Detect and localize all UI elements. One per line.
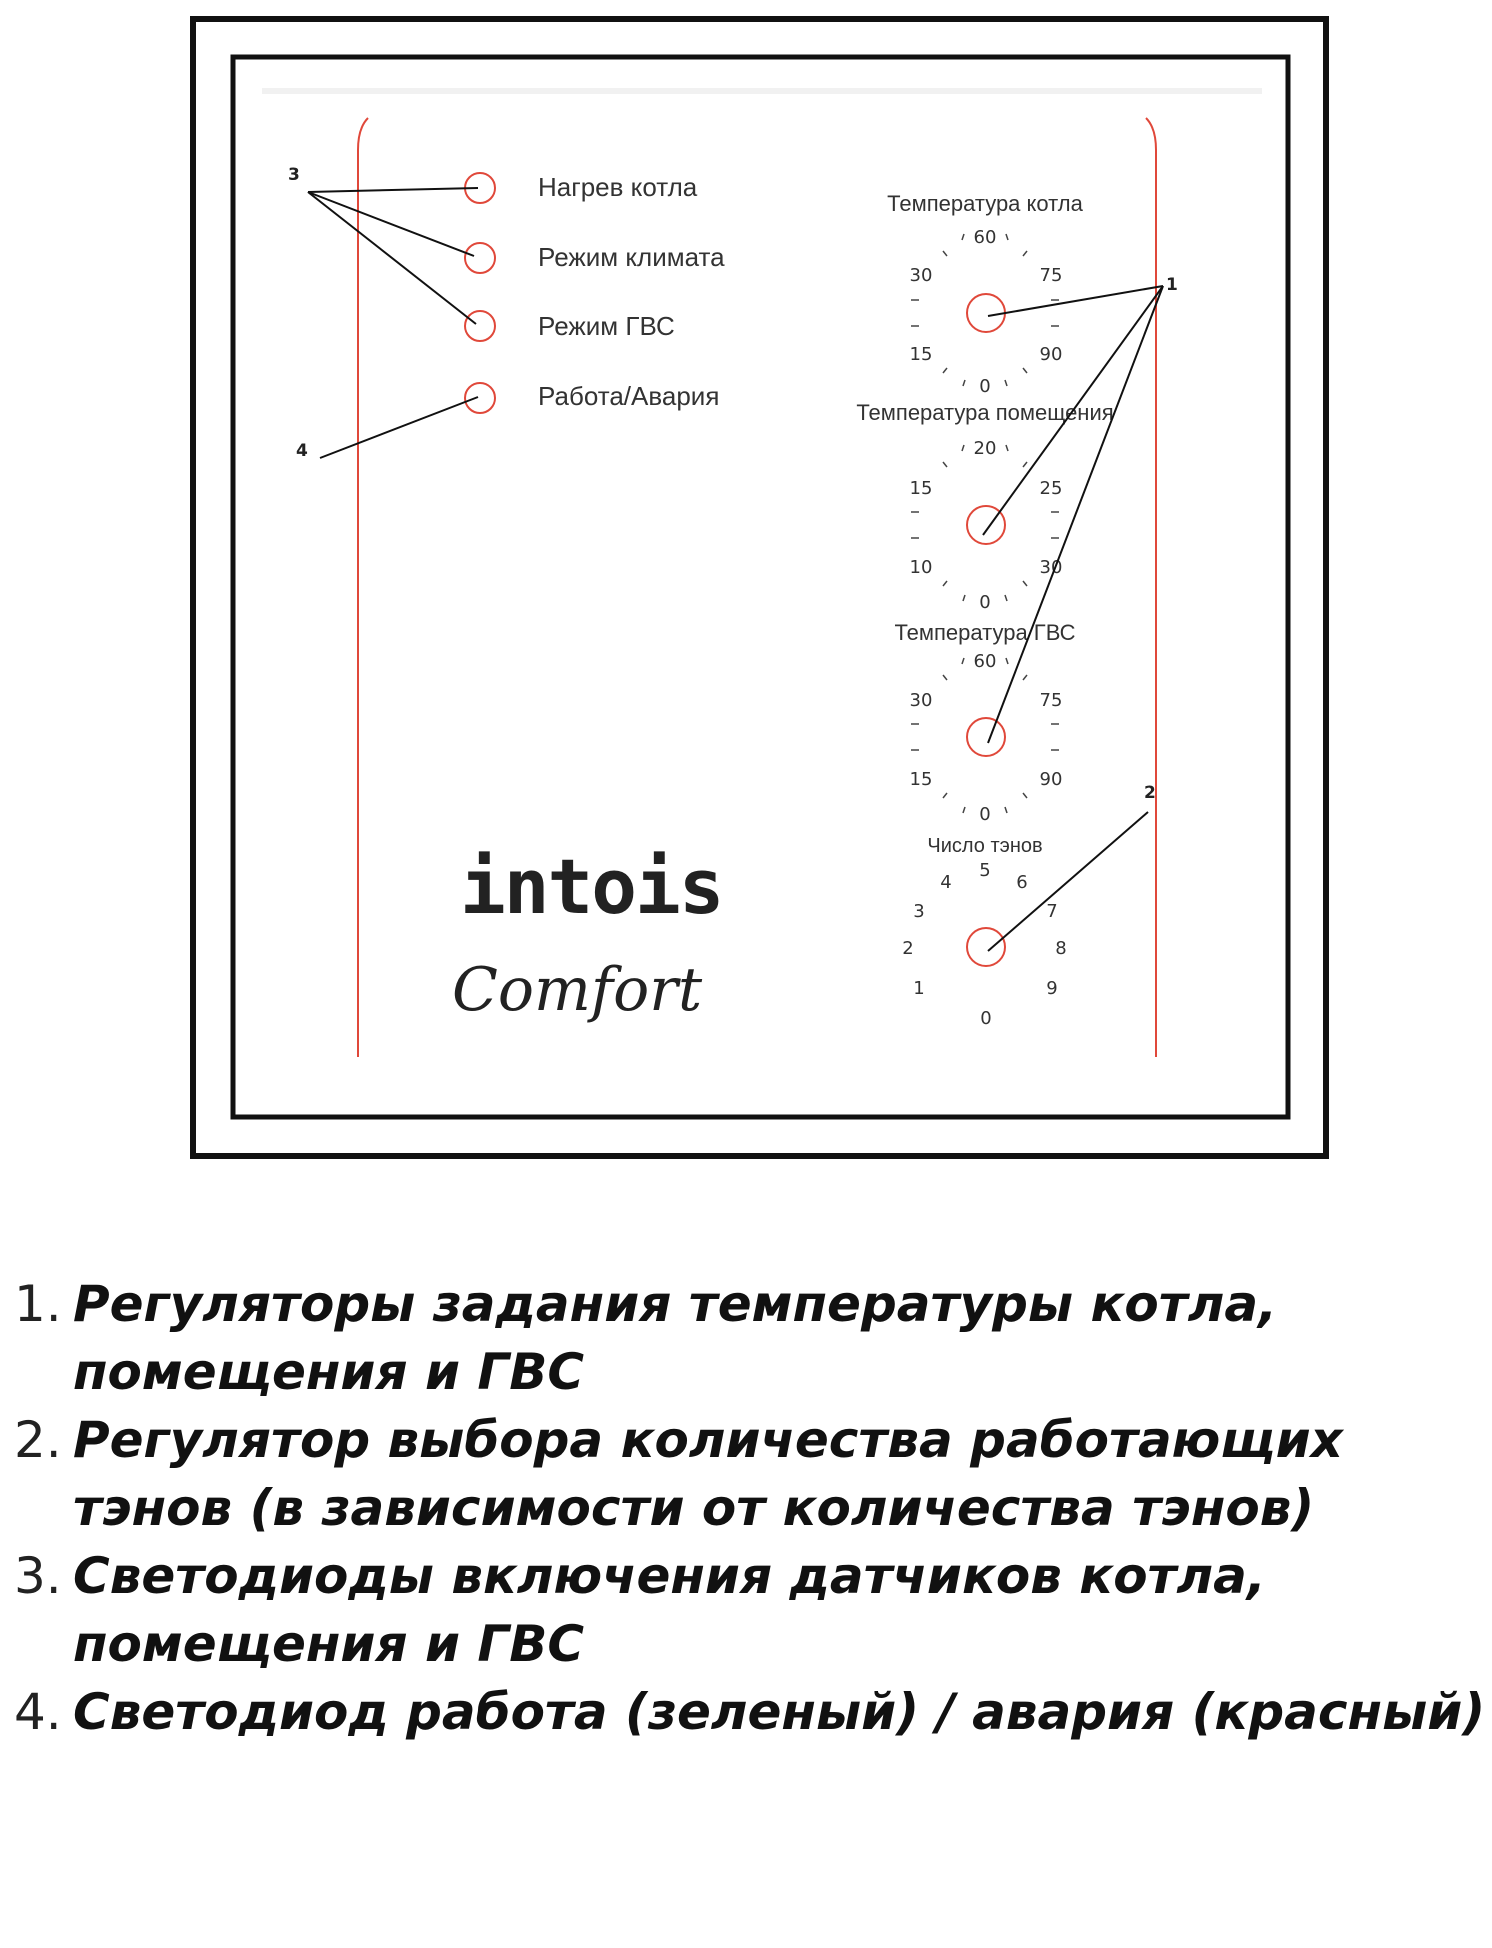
legend-text: Регулятор выбора количества работающих тэнов (в зависимости от количества тэнов): [73, 1411, 1343, 1537]
dial-title: Температура ГВС: [894, 620, 1076, 645]
callout-3: 3: [288, 165, 300, 185]
dial-tick-label: 0: [979, 804, 991, 825]
legend-text: Регуляторы задания температуры котла, помещения и ГВС: [73, 1275, 1278, 1401]
heater-number: 4: [940, 872, 952, 893]
dial-title: Температура помещения: [856, 400, 1114, 425]
right-rail: [1146, 118, 1156, 1057]
dial-tick-label: 20: [973, 438, 997, 459]
brand-logo: intois: [460, 842, 723, 931]
legend-item: [0, 1270, 1492, 1406]
callout-2: 2: [1144, 783, 1156, 803]
callout-3-line-a: [308, 188, 478, 192]
callout-4-line: [320, 397, 478, 458]
callout-3-line-c: [308, 192, 476, 324]
dial-tick-label: 30: [1039, 557, 1063, 578]
legend-number: 3.: [14, 1547, 62, 1605]
dial-room-temperature: [856, 400, 1113, 613]
inner-frame: [233, 57, 1288, 1117]
dial-tick-label: 0: [979, 592, 991, 613]
legend-list: [0, 1270, 1492, 1746]
indicator-label-boiler: Нагрев котла: [538, 172, 698, 202]
dial-tick-label: 75: [1039, 265, 1063, 286]
heater-number: 6: [1016, 872, 1028, 893]
panel-top-shade: [262, 88, 1262, 94]
indicator-led-status: [465, 383, 495, 413]
heater-number: 1: [913, 978, 925, 999]
heater-number: 5: [979, 860, 991, 881]
heater-number: 7: [1046, 901, 1058, 922]
dial-tick-label: 15: [909, 344, 933, 365]
dial-tick-label: 75: [1039, 690, 1063, 711]
model-logo: Comfort: [452, 955, 703, 1025]
legend-number: 1.: [14, 1275, 62, 1333]
legend-item: [0, 1678, 1492, 1746]
legend-text: Светодиод работа (зеленый) / авария (красный): [73, 1683, 1486, 1741]
dial-tick-label: 30: [909, 690, 933, 711]
callout-1-line-c: [988, 286, 1163, 743]
dial-title: Число тэнов: [927, 835, 1043, 857]
legend-text: Светодиоды включения датчиков котла, помещения и ГВС: [73, 1547, 1266, 1673]
indicator-label-status: Работа/Авария: [538, 381, 720, 411]
dial-tick-label: 30: [909, 265, 933, 286]
dial-boiler-temperature: [887, 191, 1083, 397]
indicator-label-climate: Режим климата: [538, 242, 725, 272]
legend-item: [0, 1542, 1492, 1678]
indicator-led-dhw: [465, 311, 495, 341]
heater-number: 8: [1055, 938, 1067, 959]
legend-number: 2.: [14, 1411, 62, 1469]
indicator-led-climate: [465, 243, 495, 273]
legend-number: 4.: [14, 1683, 62, 1741]
dial-tick-label: 60: [973, 651, 997, 672]
dial-knob: [967, 294, 1005, 332]
dial-tick-label: 10: [909, 557, 933, 578]
dial-tick-label: 0: [979, 376, 991, 397]
indicator-label-dhw: Режим ГВС: [538, 311, 675, 341]
dial-tick-label: 15: [909, 769, 933, 790]
callout-4: 4: [296, 441, 308, 461]
dial-tick-label: 90: [1039, 769, 1063, 790]
heater-number: 0: [980, 1008, 992, 1029]
dial-tick-label: 60: [973, 227, 997, 248]
callout-1: 1: [1166, 275, 1178, 295]
callout-3-line-b: [308, 192, 474, 256]
left-rail: [358, 118, 368, 1057]
dial-knob: [967, 718, 1005, 756]
heater-number: 2: [902, 938, 914, 959]
dial-tick-label: 25: [1039, 478, 1063, 499]
legend-item: [0, 1406, 1492, 1542]
dial-title: Температура котла: [887, 191, 1083, 216]
dial-tick-label: 90: [1039, 344, 1063, 365]
dial-heater-count: [902, 835, 1066, 1029]
heater-number: 9: [1046, 978, 1058, 999]
heater-number: 3: [913, 901, 925, 922]
callout-1-line-a: [988, 286, 1163, 316]
dial-tick-label: 15: [909, 478, 933, 499]
callout-2-line: [988, 812, 1148, 951]
dial-dhw-temperature: [894, 620, 1075, 825]
dial-knob: [967, 928, 1005, 966]
